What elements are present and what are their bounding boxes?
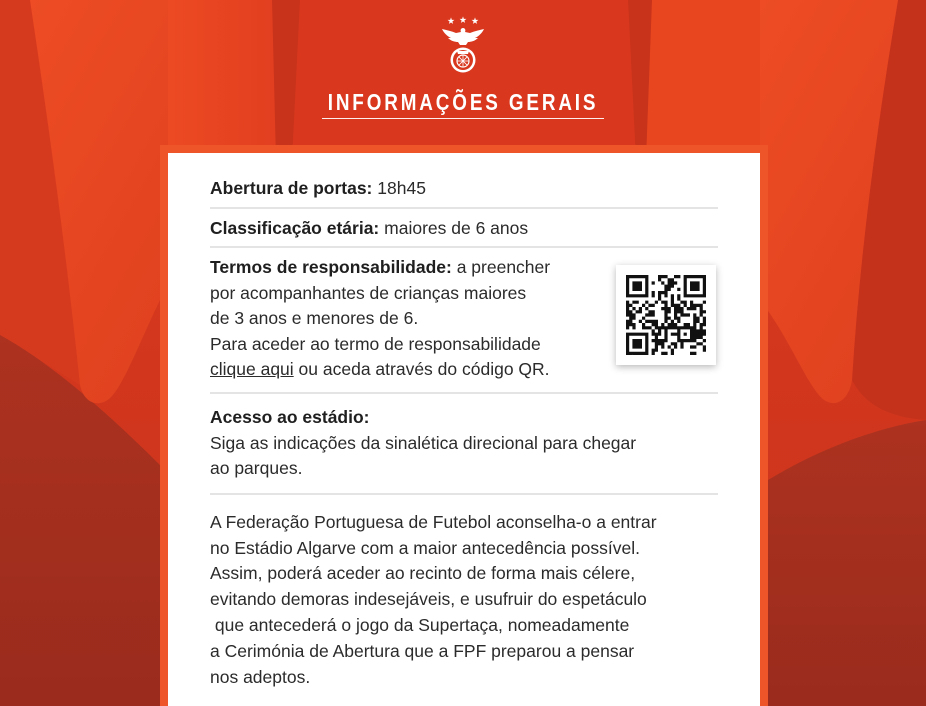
doors-label: Abertura de portas: [210,178,373,198]
notice-line: evitando demoras indesejáveis, e usufruir do espetáculo [210,589,647,610]
terms-link[interactable]: clique aqui [210,359,294,380]
terms-line: Para aceder ao termo de responsabilidade [210,333,541,354]
notice-line: nos adeptos. [210,666,311,687]
terms-line: por acompanhantes de crianças maiores [210,282,527,303]
age-rating-label: Classificação etária: [210,218,380,238]
notice-section [210,495,718,691]
stadium-access-section [210,394,718,495]
age-rating-section [210,209,718,248]
page-title-wrap [322,88,604,119]
terms-label: Termos de responsabilidade: [210,257,452,277]
age-rating-row [210,215,718,241]
qr-code-image [616,265,716,365]
stadium-access-label: Acesso ao estádio: [210,406,370,427]
qr-code [616,265,716,365]
doors-section [210,153,718,209]
doors-value: 18h45 [377,178,426,198]
terms-line: de 3 anos e menores de 6. [210,308,419,329]
club-crest-icon [440,14,486,74]
stadium-access-line: ao parques. [210,458,303,479]
notice-line: Assim, poderá aceder ao recinto de forma mais célere, [210,563,636,584]
notice-line: a Cerimónia de Abertura que a FPF preparou a pensar [210,640,635,661]
page-title: INFORMAÇÕES GERAIS [327,89,599,115]
terms-value: a preencher [456,257,551,277]
doors-row [210,175,718,201]
info-card [160,145,768,706]
age-rating-value: maiores de 6 anos [384,218,529,238]
notice-line: A Federação Portuguesa de Futebol aconselha-o a entrar [210,511,657,532]
notice-line: no Estádio Algarve com a maior antecedência possível. [210,537,640,558]
stadium-access-line: Siga as indicações da sinalética direcional para chegar [210,432,637,453]
notice-line: que antecederá o jogo da Supertaça, nomeadamente [210,614,630,635]
terms-after-link: ou aceda através do código QR. [298,359,550,380]
